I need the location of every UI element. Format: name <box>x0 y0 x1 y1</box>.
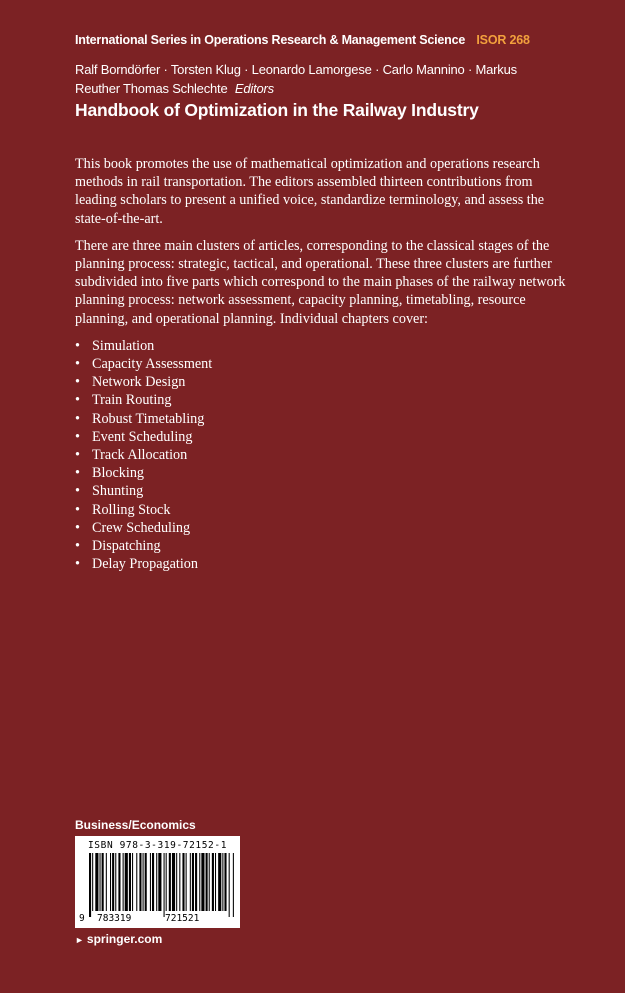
chapter-topic-item <box>75 428 575 446</box>
chapter-topic-label: Network Design <box>92 374 186 391</box>
bullet-icon: • <box>75 465 80 482</box>
editor-names: Ralf Borndörfer · Torsten Klug · Leonardo Lamorgese · Carlo Mannino · Markus Reuther Thomas Schlechte <box>75 62 517 96</box>
barcode-bar <box>102 853 104 911</box>
barcode-bar <box>176 853 177 911</box>
barcode-bar <box>224 853 226 911</box>
barcode-bar <box>92 853 93 911</box>
barcode-bar <box>192 853 194 911</box>
chapter-topic-label: Event Scheduling <box>92 428 193 445</box>
bullet-icon: • <box>75 410 80 427</box>
barcode-bar <box>233 853 234 917</box>
barcode-bar <box>110 853 111 911</box>
barcode-bar <box>112 853 114 911</box>
bullet-icon: • <box>75 483 80 500</box>
editors-role: Editors <box>234 81 274 96</box>
subject-category: Business/Economics <box>75 818 196 832</box>
chapter-topic-item <box>75 464 575 482</box>
barcode-bar <box>115 853 116 911</box>
chapter-topic-item <box>75 355 575 373</box>
barcode-bar <box>206 853 208 911</box>
bullet-icon: • <box>75 356 80 373</box>
barcode-bar <box>166 853 167 911</box>
book-title: Handbook of Optimization in the Railway Industry <box>75 100 479 120</box>
description-paragraph-1: This book promotes the use of mathematical optimization and operations research methods in rail transportation. The editors assembled thirteen contributions from leading scholars to present a unified voice, standardize terminology, and assess the state-of-the-art. <box>75 156 545 227</box>
bullet-icon: • <box>75 392 80 409</box>
barcode-bar <box>129 853 131 911</box>
chapter-topic-label: Capacity Assessment <box>92 356 213 373</box>
bullet-icon: • <box>75 556 80 573</box>
barcode-bar <box>136 853 137 911</box>
chapter-topic-item <box>75 391 575 409</box>
publisher-website[interactable] <box>75 932 162 946</box>
chapter-topic-label: Track Allocation <box>92 447 188 464</box>
bullet-icon: • <box>75 447 80 464</box>
barcode-bar <box>145 853 147 911</box>
bullet-icon: • <box>75 337 80 354</box>
bullet-icon: • <box>75 428 80 445</box>
series-number: ISOR 268 <box>476 33 530 47</box>
chapter-topic-item <box>75 482 575 500</box>
barcode-digit-first: 9 <box>79 913 85 924</box>
isbn-barcode <box>75 836 240 928</box>
barcode-bar <box>118 853 120 911</box>
chapter-topic-label: Simulation <box>92 337 155 354</box>
chapter-topic-item <box>75 501 575 519</box>
isbn-label: ISBN 978-3-319-72152-1 <box>87 840 228 851</box>
barcode-bar <box>229 853 230 917</box>
bullet-icon: • <box>75 519 80 536</box>
bullet-icon: • <box>75 538 80 555</box>
barcode-bar <box>209 853 210 911</box>
chapter-topic-item <box>75 555 575 573</box>
barcode-bar <box>143 853 144 911</box>
barcode-bar <box>179 853 180 911</box>
barcode-bar <box>123 853 124 911</box>
barcode-bar <box>218 853 221 911</box>
barcode-bar <box>215 853 216 911</box>
bullet-icon: • <box>75 374 80 391</box>
barcode-bar <box>201 853 204 911</box>
barcode-bar <box>199 853 200 911</box>
barcode-bar <box>182 853 184 911</box>
barcode-bar <box>100 853 101 911</box>
arrow-icon: ► <box>75 935 84 945</box>
chapter-topic-label: Shunting <box>92 483 144 500</box>
barcode-bar <box>125 853 128 911</box>
barcode-bar <box>169 853 171 911</box>
chapter-topic-item <box>75 537 575 555</box>
barcode-bar <box>186 853 187 911</box>
website-url[interactable]: springer.com <box>86 932 163 946</box>
chapter-topic-label: Dispatching <box>92 538 161 555</box>
chapter-topic-label: Crew Scheduling <box>92 519 191 536</box>
barcode-bar <box>190 853 191 911</box>
chapter-topic-label: Rolling Stock <box>92 501 171 518</box>
chapter-topic-label: Delay Propagation <box>92 556 198 573</box>
barcode-bar <box>89 853 91 917</box>
barcode-bar <box>150 853 151 911</box>
barcode-bar <box>132 853 133 911</box>
chapter-topic-item <box>75 337 575 355</box>
chapter-topic-item <box>75 519 575 537</box>
barcode-bar <box>172 853 175 911</box>
editors-block <box>75 60 555 98</box>
barcode-bar <box>158 853 161 911</box>
barcode-bar <box>222 853 223 911</box>
barcode-bar <box>212 853 214 911</box>
book-description <box>75 155 575 573</box>
chapter-topic-label: Robust Timetabling <box>92 410 205 427</box>
chapter-topic-list <box>75 337 575 574</box>
chapter-topic-item <box>75 410 575 428</box>
series-header <box>75 33 530 47</box>
barcode-digit-group-1: 783319 <box>97 913 132 924</box>
barcode-bar <box>195 853 197 911</box>
barcode-bar <box>164 853 165 917</box>
chapter-topic-item <box>75 373 575 391</box>
barcode-bar <box>156 853 157 911</box>
description-paragraph-2: There are three main clusters of articles, corresponding to the classical stages of the planning process: strategic, tactical, and operational. These three clusters are further subdivided into five parts which correspond to the main phases of the railway network planning process: network assessment, capacity planning, timetabling, resource planning, and operational planning. Individual chapters cover: <box>75 237 566 327</box>
chapter-topic-label: Train Routing <box>92 392 172 409</box>
bullet-icon: • <box>75 501 80 518</box>
chapter-topic-item <box>75 446 575 464</box>
series-name: International Series in Operations Research & Management Science <box>75 33 466 47</box>
chapter-topic-label: Blocking <box>92 465 145 482</box>
barcode-bar <box>106 853 107 911</box>
barcode-digit-group-2: 721521 <box>165 913 200 924</box>
barcode-bar <box>95 853 98 911</box>
barcode-bar <box>139 853 141 911</box>
barcode-bar <box>152 853 154 911</box>
